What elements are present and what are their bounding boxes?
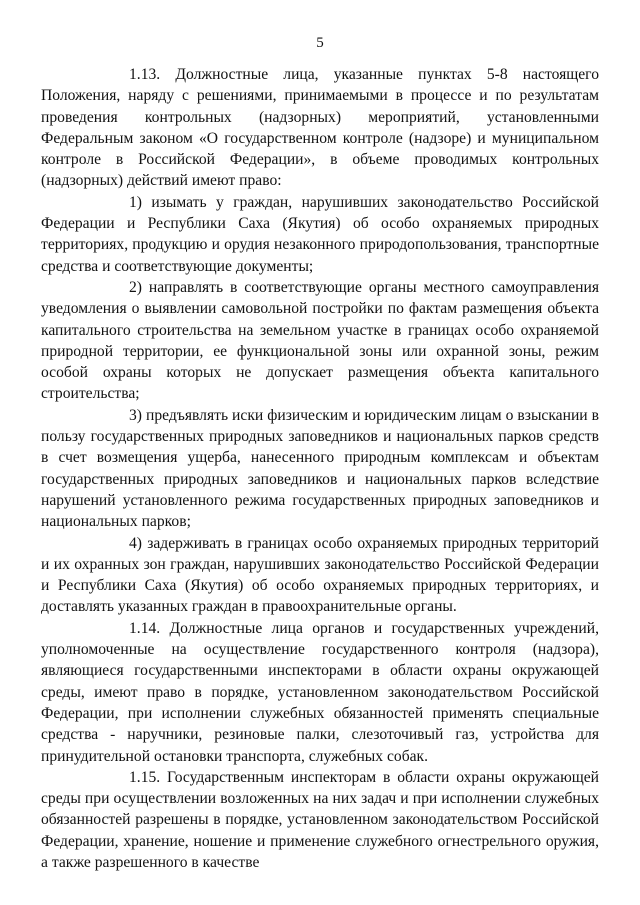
list-item-4: 4) задерживать в границах особо охраняемых природных территорий и их охранных зон граждан, нарушивших законодательство Российской Федерации и Республики Саха (Якутия) об особо охраняемых природных территориях, и доставлять указанных граждан в правоохранительные органы. — [41, 534, 599, 616]
list-item-1: 1) изымать у граждан, нарушивших законодательство Российской Федерации и Республики Саха (Якутия) об особо охраняемых природных территориях, продукцию и орудия незаконного природопользования, транспортные средства и соответствующие документы; — [41, 193, 599, 275]
document-body — [41, 64, 599, 873]
paragraph-1-14: 1.14. Должностные лица органов и государственных учреждений, уполномоченные на осуществление государственного контроля (надзора), являющиеся государственными инспекторами в области охраны окружающей среды, имеют право в порядке, установленном законодательством Российской Федерации, при исполнении служебных обязанностей применять специальные средства - наручники, резиновые палки, слезоточивый газ, устройства для принудительной остановки транспорта, служебных собак. — [41, 619, 599, 765]
list-item-3: 3) предъявлять иски физическим и юридическим лицам о взыскании в пользу государственных природных заповедников и национальных парков средств в счет возмещения ущерба, нанесенного природным комплексам и объектам государственных природных заповедников и национальных парков вследствие нарушений установленного режима государственных природных заповедников и национальных парков; — [41, 406, 599, 531]
paragraph-1-15: 1.15. Государственным инспекторам в области охраны окружающей среды при осуществлении возложенных на них задач и при исполнении служебных обязанностей разрешены в порядке, установленном законодательством Российской Федерации, хранение, ношение и применение служебного огнестрельного оружия, а также разрешенного в качестве — [41, 768, 599, 871]
list-item-2: 2) направлять в соответствующие органы местного самоуправления уведомления о выявлении самовольной постройки по фактам размещения объекта капитального строительства на земельном участке в границах особо охраняемой природной территории, ее функциональной зоны или охранной зоны, режим особой охраны которых не допускает размещения объекта капитального строительства; — [41, 278, 599, 403]
paragraph-1-13: 1.13. Должностные лица, указанные пунктах 5-8 настоящего Положения, наряду с решениями, принимаемыми в процессе и по результатам проведения контрольных (надзорных) мероприятий, установленными Федеральным законом «О государственном контроле (надзоре) и муниципальном контроле в Российской Федерации», в объеме проводимых контрольных (надзорных) действий имеют право: — [41, 66, 599, 190]
page-number: 5 — [316, 35, 324, 51]
